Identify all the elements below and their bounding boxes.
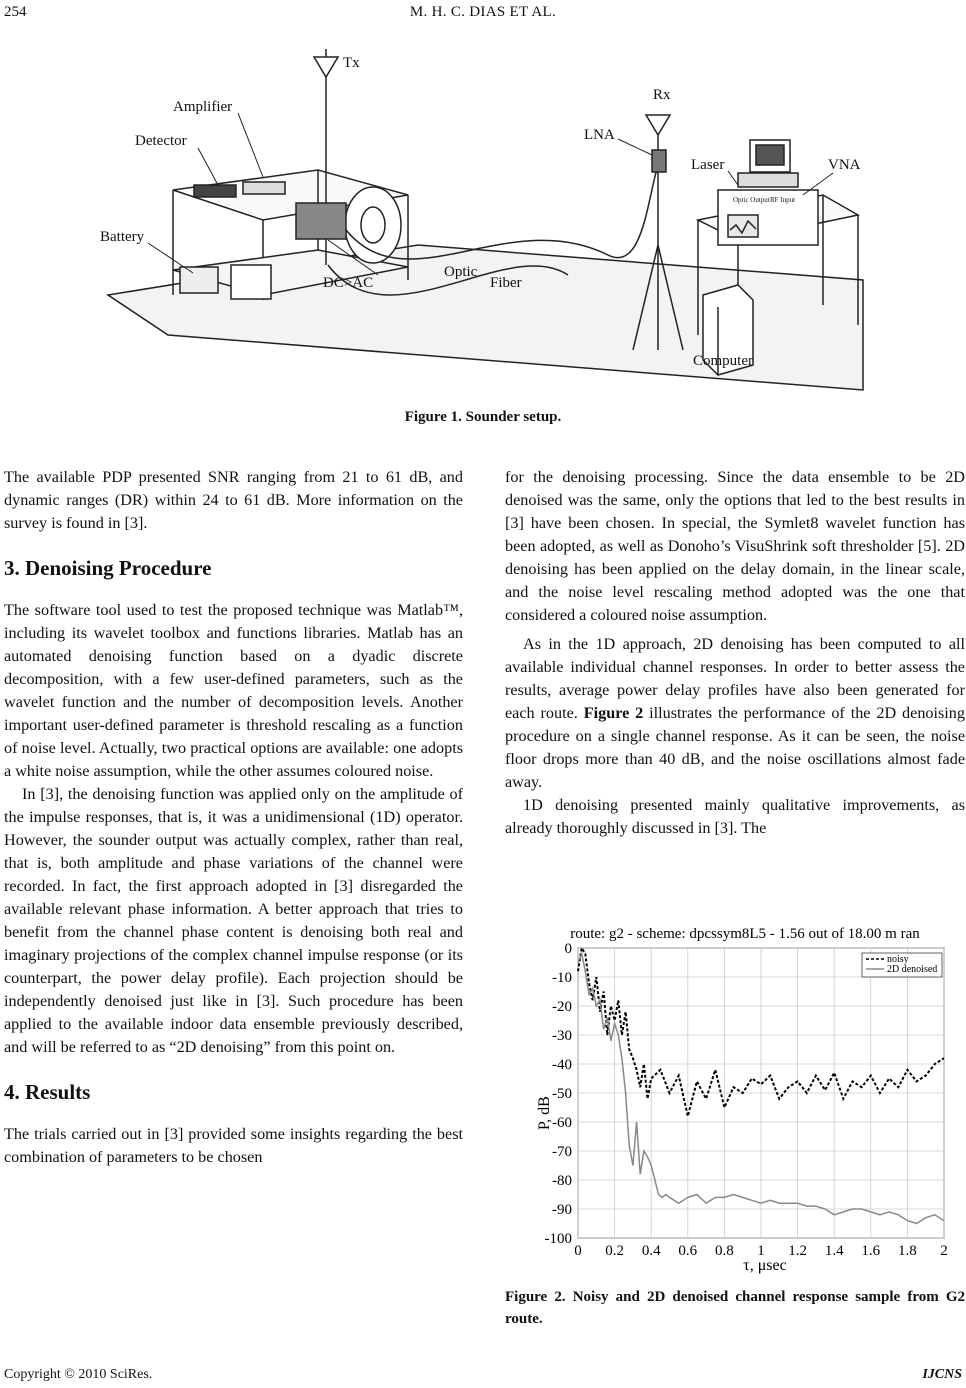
x-tick-label: 1.2 <box>788 1243 807 1259</box>
paragraph: The software tool used to test the proposed technique was Matlab™, including its wavelet toolbox and functions libraries. Matlab has an automated denoising function based on a dyadic discrete decomposition, with a few user-defined parameters, such as the wavelet function and the number of decomposition levels. Another important user-defined parameter is threshold rescaling as a function of noise level. Actually, two practical options are available: one adopts a white noise assumption, while the other assumes coloured noise. <box>4 601 463 780</box>
label-vna: VNA <box>828 157 861 173</box>
section-heading: 4. Results <box>4 1080 91 1104</box>
x-tick-label: 1.8 <box>898 1243 917 1259</box>
x-tick-label: 0.8 <box>715 1243 734 1259</box>
x-tick-label: 0.4 <box>641 1243 661 1259</box>
x-axis-label: τ, μsec <box>743 1257 787 1274</box>
label-amplifier: Amplifier <box>173 99 233 115</box>
label-detector: Detector <box>135 133 187 149</box>
label-computer: Computer <box>693 353 753 369</box>
paragraph: The trials carried out in [3] provided some insights regarding the best combination of parameters to be chosen <box>4 1125 463 1166</box>
label-optic: Optic <box>444 264 478 280</box>
y-tick-label: -30 <box>552 1028 572 1044</box>
paragraph: for the denoising processing. Since the data ensemble to be 2D denoised was the same, only the options that led to the best results in [3] have been chosen. In special, the Symlet8 wavelet function has been adopted, as well as Donoho’s VisuShrink soft thresholder [5]. 2D denoising has been applied on the delay domain, in the linear scale, and the noise level rescaling method adopted was the one that considered a coloured noise assumption. <box>505 468 965 624</box>
paragraph: In [3], the denoising function was applied only on the amplitude of the impulse responses, that is, it was a unidimensional (1D) operator. However, the sounder output was actually complex, rather than real, that is, both amplitude and phase variations of the channel were recorded. In fact, the first approach adopted in [3] disregarded the available relevant phase information. A better approach that tries to benefit from the channel phase content is denoising both real and imaginary projections of the complex channel impulse response (or its counterpart, the power delay profile). Each projection should be independently denoised just like in [3]. Such procedure has been applied to the available indoor data ensemble previously described, and will be referred to as “2D denoising” from this point on. <box>4 785 463 1056</box>
x-tick-label: 1 <box>757 1243 765 1259</box>
paragraph: 1D denoising presented mainly qualitative improvements, as already thoroughly discussed in [3]. The <box>505 796 965 837</box>
right-column <box>505 466 965 840</box>
y-tick-label: -100 <box>544 1231 572 1247</box>
legend-label: 2D denoised <box>887 964 938 975</box>
y-tick-label: -60 <box>552 1115 572 1131</box>
label-lna: LNA <box>584 127 615 143</box>
paragraph: As in the 1D approach, 2D denoising has been computed to all available individual channel responses. In order to better assess the results, average power delay profiles have also been generated for each route. Figure 2 illustrates the performance of the 2D denoising procedure on a single channel response. As it can be seen, the noise floor drops more than 40 dB, and the noise oscillations almost fade away. <box>505 635 965 791</box>
label-dcac: DC>AC <box>323 275 374 291</box>
y-tick-label: -40 <box>552 1057 572 1073</box>
label-optic-output: Optic Output <box>733 196 770 204</box>
label-rf-input: RF Input <box>770 196 796 204</box>
label-tx: Tx <box>343 55 360 71</box>
paragraph: The available PDP presented SNR ranging from 21 to 61 dB, and dynamic ranges (DR) within 24 to 61 dB. More information on the survey is found in [3]. <box>4 468 463 532</box>
journal-name: IJCNS <box>922 1367 962 1382</box>
y-tick-label: -70 <box>552 1144 572 1160</box>
x-tick-label: 2 <box>940 1243 948 1259</box>
x-tick-label: 1.4 <box>824 1243 844 1259</box>
copyright: Copyright © 2010 SciRes. <box>4 1367 153 1382</box>
section-heading: 3. Denoising Procedure <box>4 556 212 580</box>
label-laser: Laser <box>691 157 725 173</box>
label-rx: Rx <box>653 87 671 103</box>
chart-title: route: g2 - scheme: dpcssym8L5 - 1.56 out of 18.00 m ran <box>570 926 920 942</box>
figure2-caption: Figure 2. Noisy and 2D denoised channel response sample from G2 route. <box>505 1289 965 1327</box>
x-tick-label: 0.2 <box>605 1243 624 1259</box>
figure1-caption: Figure 1. Sounder setup. <box>404 409 562 425</box>
sounder-setup-figure <box>88 45 878 395</box>
x-tick-label: 0 <box>574 1243 582 1259</box>
y-tick-label: -90 <box>552 1202 572 1218</box>
legend-label: noisy <box>887 954 909 965</box>
running-header: M. H. C. DIAS ET AL. <box>409 4 557 20</box>
channel-response-chart <box>520 918 960 1278</box>
page-number: 254 <box>4 4 27 20</box>
y-tick-label: 0 <box>564 941 572 957</box>
y-tick-label: -80 <box>552 1173 572 1189</box>
figure-reference: Figure 2 <box>583 704 644 722</box>
left-column <box>4 466 463 1169</box>
y-tick-label: -20 <box>552 999 572 1015</box>
label-fiber: Fiber <box>490 275 522 291</box>
y-tick-label: -10 <box>552 970 572 986</box>
label-battery: Battery <box>100 229 145 245</box>
y-tick-label: -50 <box>552 1086 572 1102</box>
x-tick-label: 1.6 <box>861 1243 881 1259</box>
x-tick-label: 0.6 <box>678 1243 698 1259</box>
y-axis-label: P, dB <box>536 1096 553 1130</box>
